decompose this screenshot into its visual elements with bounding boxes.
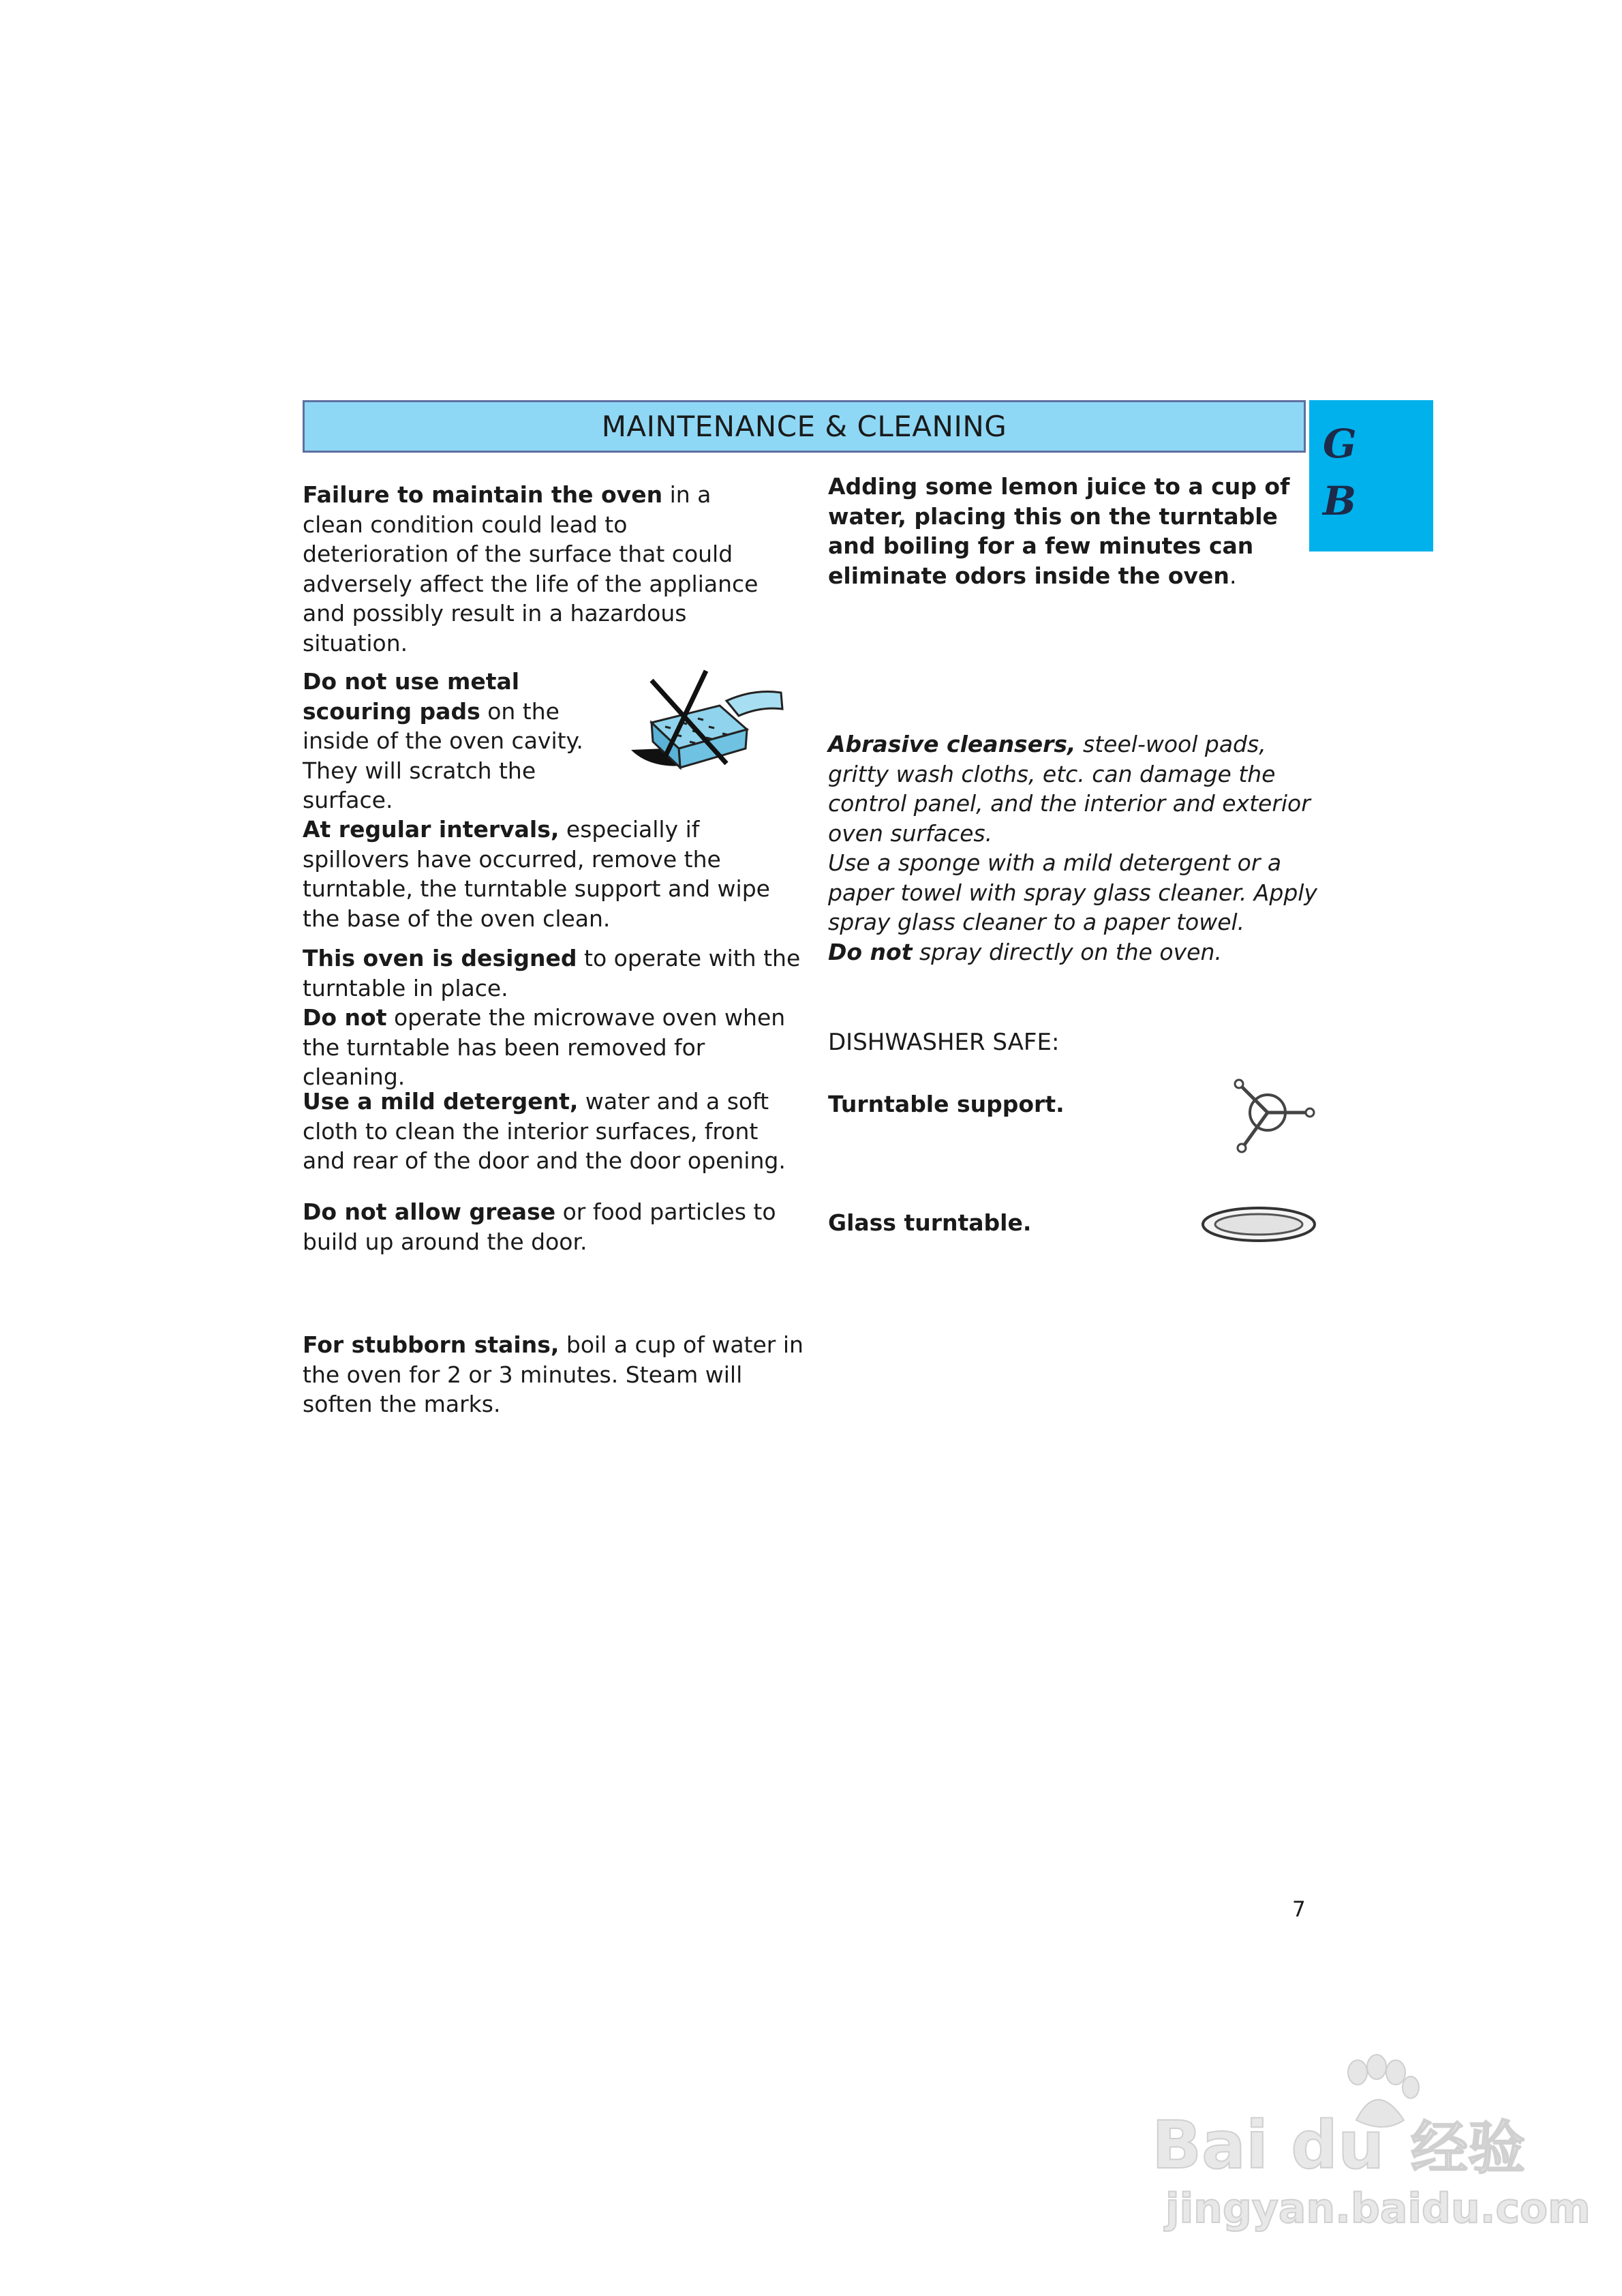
section-header: [303, 400, 1306, 453]
turntable-support-icon: [1227, 1077, 1315, 1153]
item-label: Glass turntable.: [828, 1209, 1032, 1236]
item-label: Turntable support.: [828, 1091, 1065, 1117]
watermark-url: jingyan.baidu.com: [1165, 2185, 1591, 2233]
bold-lead: Do not allow grease: [303, 1198, 556, 1225]
paragraph-lemon-juice: [828, 472, 1319, 590]
crossed-scouring-pad-icon: [624, 668, 788, 777]
bold-lead: For stubborn stains,: [303, 1331, 560, 1358]
bold-lead-2: Do not: [303, 1004, 387, 1031]
page-number: 7: [1292, 1897, 1306, 1922]
bold-lead: Failure to maintain the oven: [303, 481, 663, 508]
watermark-cn: 经验: [1411, 2115, 1526, 2181]
bold-lead-2: Do not: [828, 938, 913, 965]
item-turntable-support: [828, 1089, 1169, 1119]
paragraph-turntable-in-place: [303, 943, 807, 1092]
baidu-watermark: [1152, 2052, 1591, 2243]
body-text: or food particles to build up around the door.: [303, 1198, 776, 1255]
body-text: on the inside of the oven cavity. They will scratch the surface.: [303, 697, 583, 813]
paragraph-regular-intervals: [303, 815, 807, 933]
bold-lead: At regular intervals,: [303, 816, 560, 843]
paragraph-abrasive-cleansers: [828, 729, 1319, 967]
language-tab: [1309, 400, 1433, 552]
body-text: water and a soft cloth to clean the interior surfaces, front and rear of the door and the door opening.: [303, 1088, 786, 1174]
body-text: especially if spillovers have occurred, remove the turntable, the turntable support and wipe the base of the oven clean.: [303, 816, 770, 932]
item-glass-turntable: [828, 1208, 1169, 1238]
body-text: .: [1229, 562, 1237, 589]
body-text-b: Use a sponge with a mild detergent or a paper towel with spray glass cleaner. Apply spray glass cleaner to a paper towel.: [828, 849, 1317, 935]
body-text: boil a cup of water in the oven for 2 or 3 minutes. Steam will soften the marks.: [303, 1331, 804, 1417]
body-text: in a clean condition could lead to deterioration of the surface that could adversely affect the life of the appliance and possibly result in a hazardous situation.: [303, 481, 759, 656]
paragraph-mild-detergent: [303, 1087, 807, 1176]
body-text: to operate with the turntable in place.: [303, 945, 801, 1001]
bold-lead: This oven is designed: [303, 945, 577, 971]
body-text: steel-wool pads, gritty wash cloths, etc. can damage the control panel, and the interior and exterior oven surfaces.: [828, 731, 1311, 847]
bold-lead: Abrasive cleansers,: [828, 731, 1076, 757]
paragraph-grease: [303, 1197, 807, 1256]
bold-lead: Use a mild detergent,: [303, 1088, 579, 1115]
bold-lead: Adding some lemon juice to a cup of water, placing this on the turntable and boiling for a few minutes can eliminate odors inside the oven: [828, 473, 1290, 589]
bold-lead: Do not use metal scouring pads: [303, 668, 520, 725]
body-text-2: operate the microwave oven when the turntable has been removed for cleaning.: [303, 1004, 786, 1090]
language-tab-letter-1: G: [1323, 421, 1357, 467]
language-tab-letter-2: B: [1323, 478, 1357, 524]
body-text-2: spray directly on the oven.: [912, 938, 1222, 965]
section-title: MAINTENANCE & CLEANING: [601, 410, 1007, 443]
watermark-brand: Bai du: [1152, 2107, 1385, 2184]
dishwasher-safe-heading: DISHWASHER SAFE:: [828, 1029, 1060, 1056]
paragraph-failure-to-maintain: [303, 480, 766, 658]
paragraph-stubborn-stains: [303, 1330, 807, 1419]
glass-turntable-icon: [1201, 1204, 1317, 1245]
paragraph-scouring-pads: [303, 667, 630, 815]
